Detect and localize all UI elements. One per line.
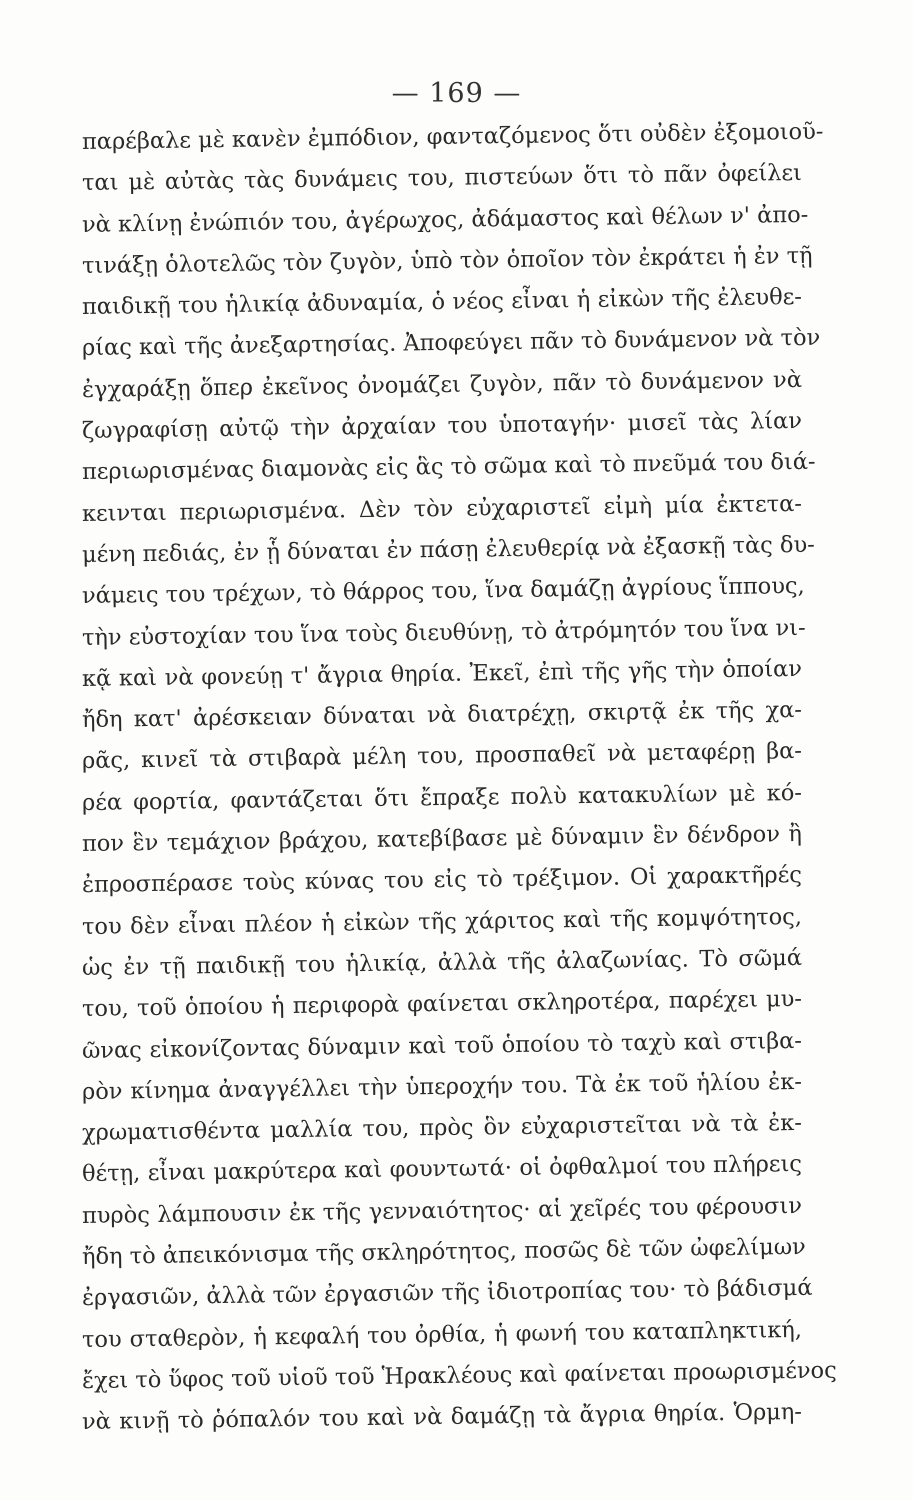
text-line: θέτῃ, εἶναι μακρύτερα καὶ φουντωτά· οἱ ὀφθαλμοί του πλήρεις <box>81 1151 803 1188</box>
text-line: παρέβαλε μὲ κανὲν ἐμπόδιον, φανταζόμενος ὅτι οὐδὲν ἐξομοιοῦ- <box>81 118 824 155</box>
text-line: ἐγχαράξῃ ὅπερ ἐκεῖνος ὀνομάζει ζυγὸν, πᾶν τὸ δυνάμενον νὰ <box>81 366 803 403</box>
text-line: νὰ κινῇ τὸ ῥόπαλόν του καὶ νὰ δαμάζῃ τὰ ἄγρια θηρία. Ὁρμη- <box>81 1399 803 1436</box>
page-number: — 169 — <box>391 78 522 109</box>
text-line: ται μὲ αὐτὰς τὰς δυνάμεις του, πιστεύων ὅτι τὸ πᾶν ὀφείλει <box>81 160 803 197</box>
text-line: παιδικῇ του ἡλικίᾳ ἀδυναμία, ὁ νέος εἶναι ἡ εἰκὼν τῆς ἐλευθε- <box>81 284 803 321</box>
text-line: ῶνας εἰκονίζοντας δύναμιν καὶ τοῦ ὁποίου τὸ ταχὺ καὶ στιβα- <box>81 1027 803 1064</box>
text-line: ρᾶς, κινεῖ τὰ στιβαρὰ μέλη του, προσπαθεῖ νὰ μεταφέρῃ βα- <box>81 738 803 775</box>
text-line: κεινται περιωρισμένα. Δὲν τὸν εὐχαριστεῖ εἰμὴ μία ἐκτετα- <box>81 490 803 527</box>
text-line: τινάξῃ ὁλοτελῶς τὸν ζυγὸν, ὑπὸ τὸν ὁποῖον τὸν ἐκράτει ἡ ἐν τῇ <box>81 242 813 279</box>
text-line: τὴν εὐστοχίαν του ἵνα τοὺς διευθύνῃ, τὸ ἀτρόμητόν του ἵνα νι- <box>81 614 806 651</box>
text-line: κᾷ καὶ νὰ φονεύῃ τ' ἄγρια θηρία. Ἐκεῖ, ἐπὶ τῆς γῆς τὴν ὁποίαν <box>81 655 803 692</box>
text-line: νὰ κλίνῃ ἐνώπιόν του, ἀγέρωχος, ἀδάμαστος καὶ θέλων ν' ἀπο- <box>81 201 809 238</box>
text-line: πυρὸς λάμπουσιν ἐκ τῆς γενναιότητος· αἱ χεῖρές του φέρουσιν <box>81 1192 803 1229</box>
text-line: ἔχει τὸ ὕφος τοῦ υἱοῦ τοῦ Ἡρακλέους καὶ φαίνεται προωρισμένος <box>81 1357 837 1394</box>
text-line: ἤδη τὸ ἀπεικόνισμα τῆς σκληρότητος, ποσῶς δὲ τῶν ὠφελίμων <box>81 1233 806 1271</box>
text-line: ρὸν κίνημα ἀναγγέλλει τὴν ὑπεροχήν του. Τὰ ἐκ τοῦ ἡλίου ἐκ- <box>81 1068 803 1105</box>
text-line: ὡς ἐν τῇ παιδικῇ του ἡλικίᾳ, ἀλλὰ τῆς ἀλαζωνίας. Τὸ σῶμά <box>81 944 803 981</box>
text-line: νάμεις του τρέχων, τὸ θάρρος του, ἵνα δαμάζῃ ἀγρίους ἵππους, <box>81 573 805 610</box>
text-line: ἐργασιῶν, ἀλλὰ τῶν ἐργασιῶν τῆς ἰδιοτροπίας του· τὸ βάδισμά <box>81 1275 813 1312</box>
text-line: του δὲν εἶναι πλέον ἡ εἰκὼν τῆς χάριτος καὶ τῆς κομψότητος, <box>81 903 803 940</box>
body-text <box>81 118 837 1444</box>
text-line: ἤδη κατ' ἀρέσκειαν δύναται νὰ διατρέχῃ, σκιρτᾷ ἐκ τῆς χα- <box>81 697 803 734</box>
text-line: μένη πεδιάς, ἐν ᾗ δύναται ἐν πάσῃ ἐλευθερίᾳ νὰ ἐξασκῇ τὰς δυ- <box>81 531 815 568</box>
text-line: περιωρισμένας διαμονὰς εἰς ἃς τὸ σῶμα καὶ τὸ πνεῦμά του διά- <box>81 449 816 486</box>
text-line: ρέα φορτία, φαντάζεται ὅτι ἔπραξε πολὺ κατακυλίων μὲ κό- <box>81 779 803 816</box>
text-line: ρίας καὶ τῆς ἀνεξαρτησίας. Ἀποφεύγει πᾶν τὸ δυνάμενον νὰ τὸν <box>81 325 821 362</box>
text-line: του σταθερὸν, ἡ κεφαλή του ὀρθία, ἡ φωνή του καταπληκτική, <box>81 1316 803 1353</box>
text-line: ζωγραφίσῃ αὐτῷ τὴν ἀρχαίαν του ὑποταγήν· μισεῖ τὰς λίαν <box>81 408 803 445</box>
text-line: ἐπροσπέρασε τοὺς κύνας του εἰς τὸ τρέξιμον. Οἱ χαρακτῆρές <box>81 862 803 899</box>
text-line: του, τοῦ ὁποίου ἡ περιφορὰ φαίνεται σκληροτέρα, παρέχει μυ- <box>81 986 803 1023</box>
text-line: πον ἓν τεμάχιον βράχου, κατεβίβασε μὲ δύναμιν ἓν δένδρον ἢ <box>81 820 803 858</box>
text-line: χρωματισθέντα μαλλία του, πρὸς ὃν εὐχαριστεῖται νὰ τὰ ἐκ- <box>81 1110 803 1147</box>
